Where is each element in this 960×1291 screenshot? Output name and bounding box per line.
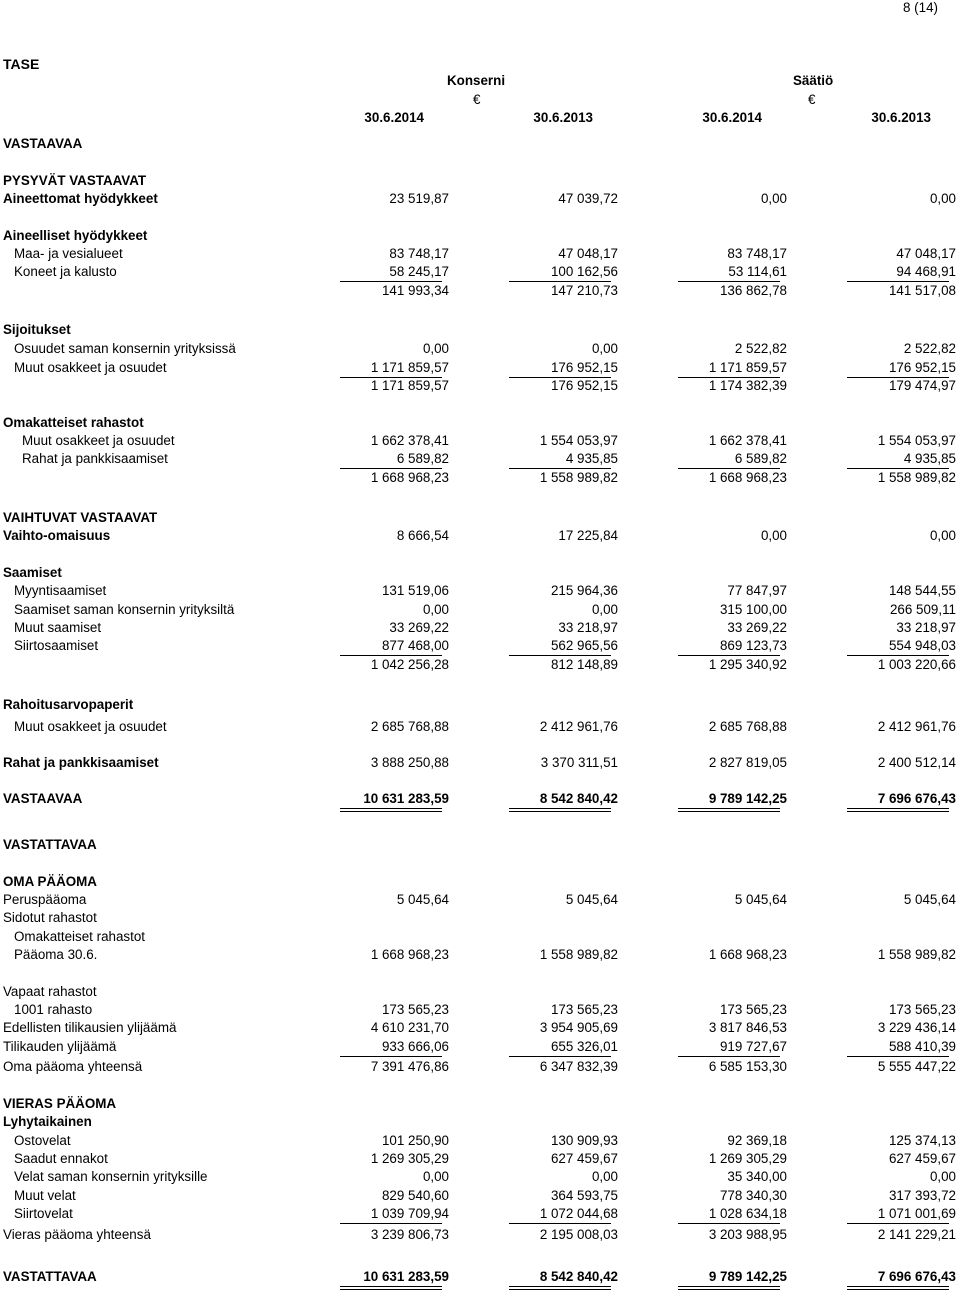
row-label: Koneet ja kalusto — [14, 264, 117, 279]
row-value: 176 952,15 — [888, 360, 956, 375]
row-value: 2 685 768,88 — [370, 719, 449, 734]
row-label: Tilikauden ylijäämä — [3, 1039, 117, 1054]
row-value: 869 123,73 — [719, 638, 787, 653]
total-double-underline — [509, 808, 611, 812]
row-value: 6 589,82 — [396, 451, 449, 466]
row-value: 4 610 231,70 — [370, 1020, 449, 1035]
row-value: 6 589,82 — [734, 451, 787, 466]
subtotal-underline — [509, 1056, 611, 1057]
row-value: 3 817 846,53 — [708, 1020, 787, 1035]
row-value: 1 039 709,94 — [370, 1206, 449, 1221]
row-value: 47 048,17 — [896, 246, 956, 261]
row-value: 0,00 — [929, 528, 956, 543]
row-value: 3 239 806,73 — [370, 1227, 449, 1242]
row-label: OMA PÄÄOMA — [3, 874, 97, 889]
row-value: 47 048,17 — [558, 246, 618, 261]
row-value: 179 474,97 — [888, 378, 956, 393]
row-value: 8 542 840,42 — [539, 791, 618, 806]
row-value: 3 888 250,88 — [370, 755, 449, 770]
row-value: 35 340,00 — [727, 1169, 787, 1184]
row-value: 877 468,00 — [381, 638, 449, 653]
row-value: 0,00 — [422, 341, 449, 356]
row-value: 1 554 053,97 — [539, 433, 618, 448]
row-value: 83 748,17 — [727, 246, 787, 261]
row-value: 3 203 988,95 — [708, 1227, 787, 1242]
row-value: 3 954 905,69 — [539, 1020, 618, 1035]
subtotal-underline — [509, 655, 611, 656]
row-value: 627 459,67 — [550, 1151, 618, 1166]
total-double-underline — [678, 1286, 780, 1290]
row-value: 829 540,60 — [381, 1188, 449, 1203]
row-label: Saamiset — [3, 565, 62, 580]
row-value: 317 393,72 — [888, 1188, 956, 1203]
row-value: 364 593,75 — [550, 1188, 618, 1203]
row-label: Aineelliset hyödykkeet — [3, 228, 148, 243]
row-value: 1 668 968,23 — [370, 947, 449, 962]
row-label: Rahat ja pankkisaamiset — [3, 755, 159, 770]
row-value: 1 072 044,68 — [539, 1206, 618, 1221]
subtotal-underline — [509, 1223, 611, 1224]
row-value: 8 542 840,42 — [539, 1269, 618, 1284]
row-label: Rahat ja pankkisaamiset — [22, 451, 168, 466]
header-konserni: Konserni — [447, 73, 506, 88]
row-value: 5 045,64 — [903, 892, 956, 907]
row-value: 0,00 — [422, 602, 449, 617]
row-value: 5 045,64 — [734, 892, 787, 907]
row-label: VAIHTUVAT VASTAAVAT — [3, 510, 158, 525]
row-value: 148 544,55 — [888, 583, 956, 598]
row-value: 554 948,03 — [888, 638, 956, 653]
row-label: Velat saman konsernin yrityksille — [14, 1169, 208, 1184]
row-label: VASTAAVAA — [3, 791, 83, 806]
row-value: 1 171 859,57 — [370, 378, 449, 393]
subtotal-underline — [678, 655, 780, 656]
row-value: 141 993,34 — [381, 283, 449, 298]
row-label: Saamiset saman konsernin yrityksiltä — [14, 602, 235, 617]
row-value: 778 340,30 — [719, 1188, 787, 1203]
row-value: 176 952,15 — [550, 360, 618, 375]
row-value: 17 225,84 — [558, 528, 618, 543]
row-value: 141 517,08 — [888, 283, 956, 298]
row-value: 0,00 — [760, 191, 787, 206]
row-value: 2 195 008,03 — [539, 1227, 618, 1242]
row-label: Muut osakkeet ja osuudet — [22, 433, 175, 448]
row-value: 215 964,36 — [550, 583, 618, 598]
row-value: 131 519,06 — [381, 583, 449, 598]
total-double-underline — [340, 1286, 442, 1290]
row-label: Aineettomat hyödykkeet — [3, 191, 158, 206]
row-value: 94 468,91 — [896, 264, 956, 279]
row-value: 1 028 634,18 — [708, 1206, 787, 1221]
row-value: 130 909,93 — [550, 1133, 618, 1148]
subtotal-underline — [847, 468, 949, 469]
row-value: 2 141 229,21 — [877, 1227, 956, 1242]
row-value: 588 410,39 — [888, 1039, 956, 1054]
row-value: 1 668 968,23 — [370, 470, 449, 485]
row-value: 315 100,00 — [719, 602, 787, 617]
row-value: 1 662 378,41 — [370, 433, 449, 448]
row-value: 9 789 142,25 — [708, 791, 787, 806]
row-value: 173 565,23 — [719, 1002, 787, 1017]
row-value: 2 522,82 — [734, 341, 787, 356]
row-value: 33 269,22 — [727, 620, 787, 635]
subtotal-underline — [847, 1223, 949, 1224]
row-value: 1 171 859,57 — [708, 360, 787, 375]
row-label: Lyhytaikainen — [3, 1114, 92, 1129]
row-label: Muut osakkeet ja osuudet — [14, 719, 167, 734]
row-value: 136 862,78 — [719, 283, 787, 298]
row-value: 5 045,64 — [565, 892, 618, 907]
row-value: 2 827 819,05 — [708, 755, 787, 770]
row-value: 8 666,54 — [396, 528, 449, 543]
row-label: Maa- ja vesialueet — [14, 246, 123, 261]
row-label: Sidotut rahastot — [3, 910, 97, 925]
subtotal-underline — [340, 281, 442, 282]
row-value: 2 522,82 — [903, 341, 956, 356]
column-date-konserni-2013: 30.6.2013 — [533, 110, 593, 125]
subtotal-underline — [678, 468, 780, 469]
row-label: Muut saamiset — [14, 620, 102, 635]
row-value: 1 003 220,66 — [877, 657, 956, 672]
row-value: 23 519,87 — [389, 191, 449, 206]
column-date-konserni-2014: 30.6.2014 — [364, 110, 424, 125]
row-value: 101 250,90 — [381, 1133, 449, 1148]
subtotal-underline — [340, 468, 442, 469]
row-label: Omakatteiset rahastot — [3, 415, 144, 430]
row-value: 1 042 256,28 — [370, 657, 449, 672]
row-label: Vapaat rahastot — [3, 984, 97, 999]
row-value: 53 114,61 — [728, 264, 787, 279]
total-double-underline — [678, 808, 780, 812]
row-value: 627 459,67 — [888, 1151, 956, 1166]
row-value: 77 847,97 — [727, 583, 787, 598]
row-label: VASTAAVAA — [3, 136, 83, 151]
row-value: 3 370 311,51 — [540, 755, 618, 770]
subtotal-underline — [847, 1056, 949, 1057]
row-value: 5 045,64 — [396, 892, 449, 907]
subtotal-underline — [678, 281, 780, 282]
row-value: 1 554 053,97 — [877, 433, 956, 448]
row-label: Vaihto-omaisuus — [3, 528, 111, 543]
row-value: 173 565,23 — [888, 1002, 956, 1017]
row-label: PYSYVÄT VASTAAVAT — [3, 173, 147, 188]
currency-symbol-saatio: € — [808, 92, 816, 107]
row-value: 83 748,17 — [389, 246, 449, 261]
subtotal-underline — [678, 1056, 780, 1057]
subtotal-underline — [509, 468, 611, 469]
row-value: 1 558 989,82 — [877, 470, 956, 485]
row-value: 0,00 — [591, 602, 618, 617]
row-value: 0,00 — [929, 191, 956, 206]
row-label: Vieras pääoma yhteensä — [3, 1227, 151, 1242]
page-number: 8 (14) — [903, 0, 938, 15]
row-label: Siirtosaamiset — [14, 638, 99, 653]
row-value: 4 935,85 — [565, 451, 618, 466]
row-value: 147 210,73 — [550, 283, 618, 298]
row-value: 1 071 001,69 — [877, 1206, 956, 1221]
row-value: 1 668 968,23 — [708, 470, 787, 485]
row-value: 2 400 512,14 — [877, 755, 956, 770]
subtotal-underline — [509, 281, 611, 282]
row-value: 812 148,89 — [550, 657, 618, 672]
row-label: Oma pääoma yhteensä — [3, 1059, 143, 1074]
row-value: 0,00 — [422, 1169, 449, 1184]
row-value: 1 662 378,41 — [708, 433, 787, 448]
currency-symbol-konserni: € — [473, 92, 481, 107]
row-label: Peruspääoma — [3, 892, 87, 907]
row-value: 933 666,06 — [381, 1039, 449, 1054]
column-date-saatio-2013: 30.6.2013 — [871, 110, 931, 125]
row-value: 33 269,22 — [389, 620, 449, 635]
row-label: Edellisten tilikausien ylijäämä — [3, 1020, 177, 1035]
row-value: 2 685 768,88 — [708, 719, 787, 734]
column-date-saatio-2014: 30.6.2014 — [702, 110, 762, 125]
row-value: 1 171 859,57 — [370, 360, 449, 375]
row-value: 562 965,56 — [550, 638, 618, 653]
row-label: Pääoma 30.6. — [14, 947, 98, 962]
subtotal-underline — [340, 655, 442, 656]
row-label: VASTATTAVAA — [3, 1269, 97, 1284]
row-value: 1 269 305,29 — [708, 1151, 787, 1166]
row-label: VASTATTAVAA — [3, 837, 97, 852]
row-value: 33 218,97 — [896, 620, 956, 635]
row-value: 7 391 476,86 — [370, 1059, 449, 1074]
row-value: 3 229 436,14 — [877, 1020, 956, 1035]
subtotal-underline — [847, 655, 949, 656]
row-value: 2 412 961,76 — [539, 719, 618, 734]
row-value: 100 162,56 — [550, 264, 618, 279]
subtotal-underline — [340, 1056, 442, 1057]
row-value: 7 696 676,43 — [877, 791, 956, 806]
row-value: 9 789 142,25 — [708, 1269, 787, 1284]
header-saatio: Säätiö — [793, 73, 834, 88]
row-value: 1 668 968,23 — [708, 947, 787, 962]
row-value: 1 269 305,29 — [370, 1151, 449, 1166]
subtotal-underline — [847, 281, 949, 282]
row-value: 176 952,15 — [550, 378, 618, 393]
row-value: 2 412 961,76 — [877, 719, 956, 734]
row-value: 1 295 340,92 — [708, 657, 787, 672]
row-value: 58 245,17 — [389, 264, 449, 279]
row-value: 6 347 832,39 — [539, 1059, 618, 1074]
row-value: 0,00 — [760, 528, 787, 543]
row-label: Sijoitukset — [3, 322, 71, 337]
row-label: Muut osakkeet ja osuudet — [14, 360, 167, 375]
row-value: 919 727,67 — [719, 1039, 787, 1054]
row-value: 6 585 153,30 — [708, 1059, 787, 1074]
total-double-underline — [340, 808, 442, 812]
total-double-underline — [847, 808, 949, 812]
row-value: 10 631 283,59 — [363, 1269, 449, 1284]
row-value: 173 565,23 — [381, 1002, 449, 1017]
row-label: Myyntisaamiset — [14, 583, 107, 598]
row-value: 266 509,11 — [889, 602, 956, 617]
row-label: VIERAS PÄÄOMA — [3, 1096, 117, 1111]
document-title: TASE — [3, 56, 40, 72]
row-value: 1 174 382,39 — [708, 378, 787, 393]
row-value: 92 369,18 — [727, 1133, 787, 1148]
row-value: 7 696 676,43 — [877, 1269, 956, 1284]
total-double-underline — [847, 1286, 949, 1290]
row-label: Siirtovelat — [14, 1206, 73, 1221]
row-value: 0,00 — [929, 1169, 956, 1184]
row-value: 10 631 283,59 — [363, 791, 449, 806]
row-label: Saadut ennakot — [14, 1151, 108, 1166]
row-label: Omakatteiset rahastot — [14, 929, 145, 944]
row-value: 33 218,97 — [558, 620, 618, 635]
subtotal-underline — [678, 1223, 780, 1224]
row-label: Muut velat — [14, 1188, 76, 1203]
row-value: 173 565,23 — [550, 1002, 618, 1017]
row-label: Rahoitusarvopaperit — [3, 697, 134, 712]
row-value: 1 558 989,82 — [539, 470, 618, 485]
row-value: 0,00 — [591, 1169, 618, 1184]
row-value: 4 935,85 — [903, 451, 956, 466]
row-value: 5 555 447,22 — [877, 1059, 956, 1074]
row-value: 655 326,01 — [550, 1039, 618, 1054]
row-label: 1001 rahasto — [14, 1002, 93, 1017]
row-label: Ostovelat — [14, 1133, 71, 1148]
row-value: 1 558 989,82 — [877, 947, 956, 962]
row-label: Osuudet saman konsernin yrityksissä — [14, 341, 236, 356]
row-value: 0,00 — [591, 341, 618, 356]
row-value: 1 558 989,82 — [539, 947, 618, 962]
subtotal-underline — [340, 1223, 442, 1224]
total-double-underline — [509, 1286, 611, 1290]
row-value: 47 039,72 — [558, 191, 618, 206]
row-value: 125 374,13 — [888, 1133, 956, 1148]
